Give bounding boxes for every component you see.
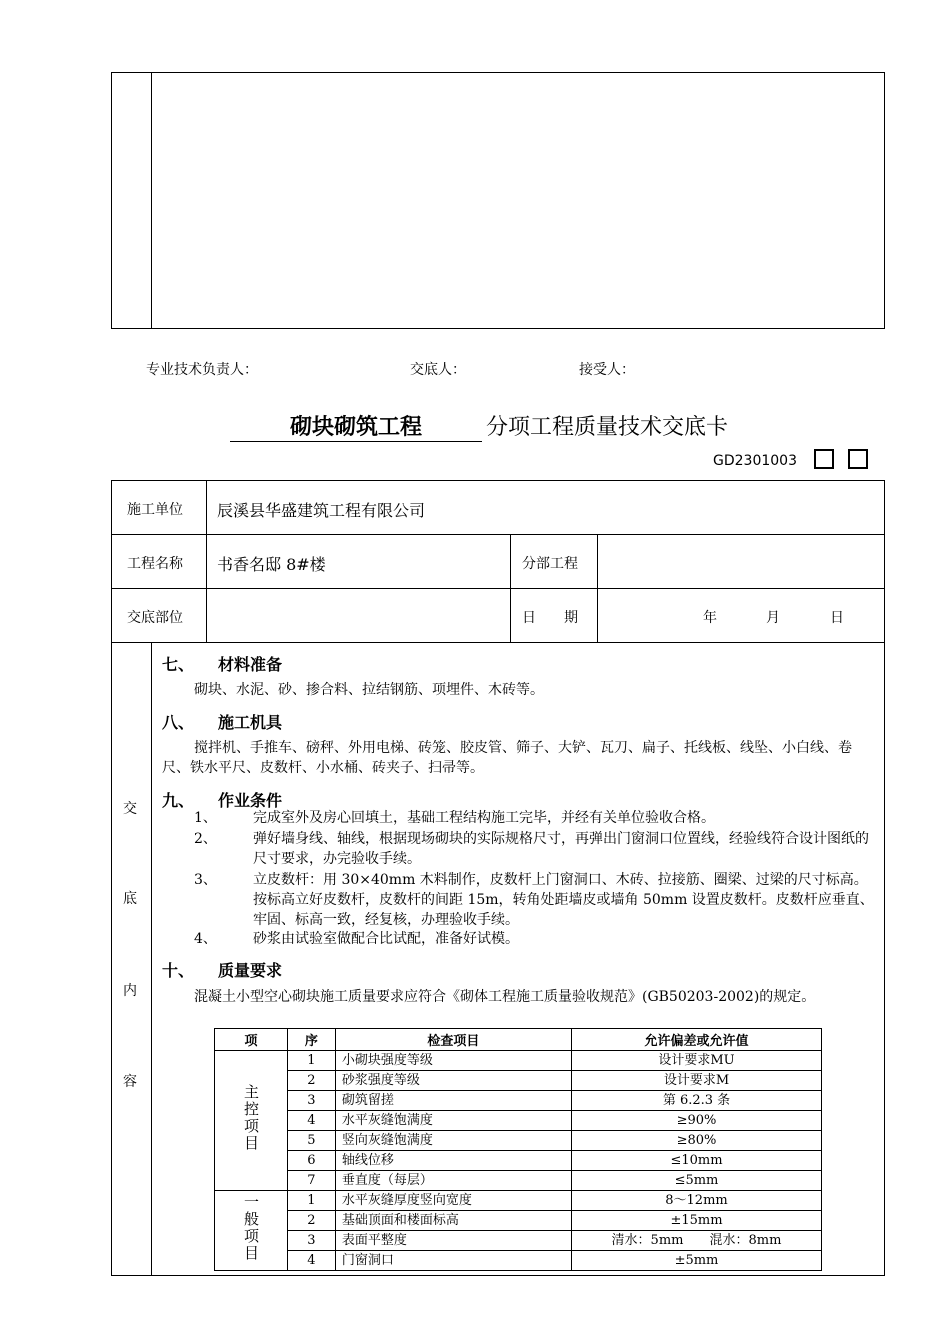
cell-seq: 2 [288,1071,336,1091]
unit-value: 辰溪县华盛建筑工程有限公司 [217,501,426,520]
cell-item: 基础顶面和楼面标高 [335,1211,571,1231]
table-row [215,1191,822,1211]
cell-item: 垂直度（每层） [335,1171,571,1191]
info-col-line-2 [510,534,511,642]
s9-item-2-num: 2、 [194,831,217,847]
section-10-title: 质量要求 [218,961,283,980]
table-row [215,1211,822,1231]
cell-value: ±15mm [571,1211,821,1231]
table-row [215,1251,822,1271]
qh-seq: 序 [288,1029,336,1051]
cell-item: 门窗洞口 [335,1251,571,1271]
side-char-4: 容 [123,1074,137,1090]
cell-item: 表面平整度 [335,1231,571,1251]
cell-value: ≥80% [571,1131,821,1151]
table-row [215,1171,822,1191]
section-8-title: 施工机具 [218,713,283,732]
cell-value: 8～12mm [571,1191,821,1211]
info-col-line-1 [206,480,207,642]
table-row [215,1111,822,1131]
subproject-label: 分部工程 [522,556,578,572]
date-month: 月 [766,610,780,626]
cell-value: ≤10mm [571,1151,821,1171]
general-label [215,1191,288,1271]
s9-item-4-text: 砂浆由试验室做配合比试配，准备好试模。 [253,931,519,947]
date-label: 日 期 [522,610,578,626]
part-label: 交底部位 [127,610,183,626]
doc-code: GD2301003 [713,453,797,469]
cell-seq: 4 [288,1111,336,1131]
side-char-3: 内 [123,983,137,999]
project-label: 工程名称 [127,556,183,572]
s9-item-1-num: 1、 [194,810,217,826]
cell-value: 第 6.2.3 条 [571,1091,821,1111]
cell-value: ±5mm [571,1251,821,1271]
section-7-num: 七、 [162,655,195,674]
section-9-title: 作业条件 [218,791,283,810]
table-row [215,1051,822,1071]
section-7-text: 砌块、水泥、砂、掺合料、拉结钢筋、项埋件、木砖等。 [194,682,544,698]
quality-table [214,1028,822,1271]
date-day: 日 [830,610,844,626]
s9-item-4-num: 4、 [194,931,217,947]
cell-item: 轴线位移 [335,1151,571,1171]
cell-item: 砌筑留搓 [335,1091,571,1111]
s9-item-3-text: 立皮数杆：用 30×40mm 木料制作，皮数杆上门窗洞口、木砖、拉接筋、圈梁、过梁的尺寸标高。按标高立好皮数杆，皮数杆的间距 15m，转角处距墙皮或墙角 50mm 设置皮数杆。皮数杆应垂直、牢固、标高一致，经复核，办理验收手续。 [253,872,874,928]
side-char-2: 底 [123,891,137,907]
sig-discloser: 交底人： [410,362,466,378]
info-col-line-3 [597,534,598,642]
cell-value: ≥90% [571,1111,821,1131]
quality-table-header [215,1029,822,1051]
info-row-line-3 [111,642,885,643]
table-row [215,1231,822,1251]
s9-item-3-num: 3、 [194,872,217,888]
unit-label: 施工单位 [127,502,183,518]
table-row [215,1091,822,1111]
cell-item: 小砌块强度等级 [335,1051,571,1071]
qh-category: 项 [215,1029,288,1051]
section-10-num: 十、 [162,961,195,980]
page-title [230,410,728,442]
title-suffix: 分项工程质量技术交底卡 [486,415,729,440]
sig-tech-lead: 专业技术负责人： [146,362,258,378]
cell-seq: 1 [288,1051,336,1071]
info-row-line-2 [111,588,885,589]
cell-value: ≤5mm [571,1171,821,1191]
cell-seq: 4 [288,1251,336,1271]
cell-item: 水平灰缝饱满度 [335,1111,571,1131]
cell-seq: 7 [288,1171,336,1191]
project-value: 书香名邸 8#楼 [217,555,326,574]
qh-item: 检查项目 [335,1029,571,1051]
section-7-title: 材料准备 [218,655,283,674]
checkbox-1[interactable] [814,449,834,469]
cell-seq: 1 [288,1191,336,1211]
cell-seq: 6 [288,1151,336,1171]
date-year: 年 [703,610,717,626]
qh-value: 允许偏差或允许值 [571,1029,821,1051]
top-empty-table [111,72,885,329]
content-side-divider [151,642,152,1276]
main-control-text: 主控项目 [242,1083,260,1152]
cell-value: 设计要求M [571,1071,821,1091]
cell-seq: 5 [288,1131,336,1151]
s9-item-1-text: 完成室外及房心回填土，基础工程结构施工完毕，并经有关单位验收合格。 [253,810,715,826]
cell-value: 设计要求MU [571,1051,821,1071]
cell-item: 水平灰缝厚度竖向宽度 [335,1191,571,1211]
cell-item: 竖向灰缝饱满度 [335,1131,571,1151]
top-table-divider [151,72,152,329]
info-row-line-1 [111,534,885,535]
section-8-num: 八、 [162,713,195,732]
table-row [215,1071,822,1091]
table-row [215,1131,822,1151]
cell-seq: 3 [288,1091,336,1111]
section-10-text: 混凝土小型空心砌块施工质量要求应符合《砌体工程施工质量验收规范》(GB50203-2002)的规定。 [194,989,816,1005]
cell-seq: 2 [288,1211,336,1231]
cell-value: 清水：5mm 混水：8mm [571,1231,821,1251]
cell-item: 砂浆强度等级 [335,1071,571,1091]
table-row [215,1151,822,1171]
general-text: 一般项目 [242,1193,260,1262]
cell-seq: 3 [288,1231,336,1251]
checkbox-2[interactable] [848,449,868,469]
section-9-num: 九、 [162,791,195,810]
side-char-1: 交 [123,801,137,817]
sig-receiver: 接受人： [579,362,635,378]
s9-item-2-text: 弹好墙身线、轴线，根据现场砌块的实际规格尺寸，再弹出门窗洞口位置线，经验线符合设计图纸的尺寸要求，办完验收手续。 [253,831,869,867]
section-8-text: 搅拌机、手推车、磅秤、外用电梯、砖笼、胶皮管、筛子、大铲、瓦刀、扁子、托线板、线坠、小白线、卷尺、铁水平尺、皮数杆、小水桶、砖夹子、扫帚等。 [162,740,852,776]
main-control-label [215,1051,288,1191]
title-project: 砌块砌筑工程 [230,415,482,442]
